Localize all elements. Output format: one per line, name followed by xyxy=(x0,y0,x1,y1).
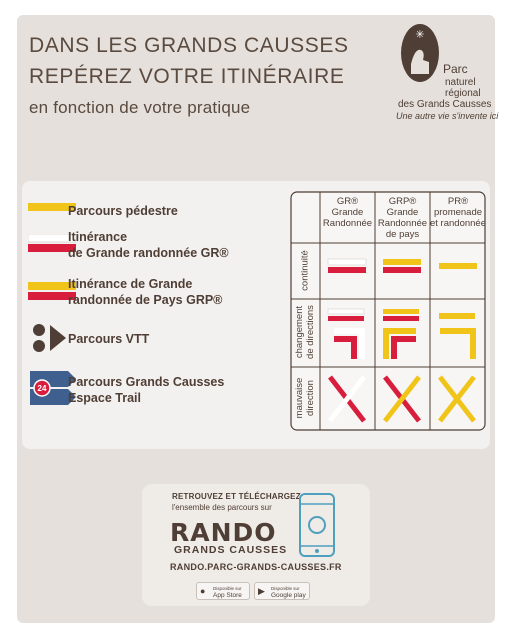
trail-badge-number: 24 xyxy=(37,384,47,393)
logo-parc: Parc xyxy=(443,62,468,76)
logo-tagline: Une autre vie s'invente ici xyxy=(396,111,499,121)
column-header-gr: GR® Grande Randonnée xyxy=(322,196,373,229)
row-header-continuity: continuité xyxy=(299,250,311,291)
parc-logo-emblem-icon xyxy=(401,24,439,82)
row-header-direction-change: changement de directions xyxy=(294,305,316,359)
legend-item-gr: Itinérance de Grande randonnée GR® xyxy=(68,230,229,260)
title-line-1: DANS LES GRANDS CAUSSES xyxy=(29,34,349,57)
smartphone-icon xyxy=(298,492,336,558)
legend-item-trail: Parcours Grands Causses Espace Trail xyxy=(68,375,225,405)
legend-item-vtt: Parcours VTT xyxy=(68,332,150,346)
apple-icon: ● xyxy=(200,586,206,596)
google-play-button[interactable]: Disponible sur Google play xyxy=(254,582,310,600)
rando-wordmark: RANDO xyxy=(170,518,277,547)
parc-logo xyxy=(394,22,504,132)
title-line-2: REPÉREZ VOTRE ITINÉRAIRE xyxy=(29,65,345,88)
app-store-button[interactable]: Disponible sur App Store xyxy=(196,582,250,600)
row-header-wrong-direction: mauvaise direction xyxy=(294,377,316,419)
page-title xyxy=(29,30,349,123)
svg-text:✳: ✳ xyxy=(415,28,425,41)
vtt-icon xyxy=(30,322,72,354)
logo-name: des Grands Causses xyxy=(398,99,492,110)
rando-subtitle: GRANDS CAUSSES xyxy=(174,544,288,556)
title-line-3: en fonction de votre pratique xyxy=(29,98,251,117)
logo-naturel-regional: naturel régional xyxy=(445,77,481,99)
rando-app-card xyxy=(142,484,370,606)
column-header-grp: GRP® Grande Randonnée de pays xyxy=(377,196,428,240)
rando-website-link[interactable]: RANDO.PARC-GRANDS-CAUSSES.FR xyxy=(170,562,342,572)
legend-item-pedestre: Parcours pédestre xyxy=(68,204,178,218)
signage-grid xyxy=(290,191,486,431)
play-icon: ▶ xyxy=(258,586,265,596)
rando-line-2: l'ensemble des parcours sur xyxy=(172,503,272,512)
pr-continuity-mark xyxy=(439,263,477,269)
column-header-pr: PR® promenade et randonnée xyxy=(430,196,486,229)
rando-line-1: RETROUVEZ ET TÉLÉCHARGEZ xyxy=(172,492,301,501)
legend-item-grp: Itinérance de Grande randonnée de Pays GRP® xyxy=(68,277,223,307)
